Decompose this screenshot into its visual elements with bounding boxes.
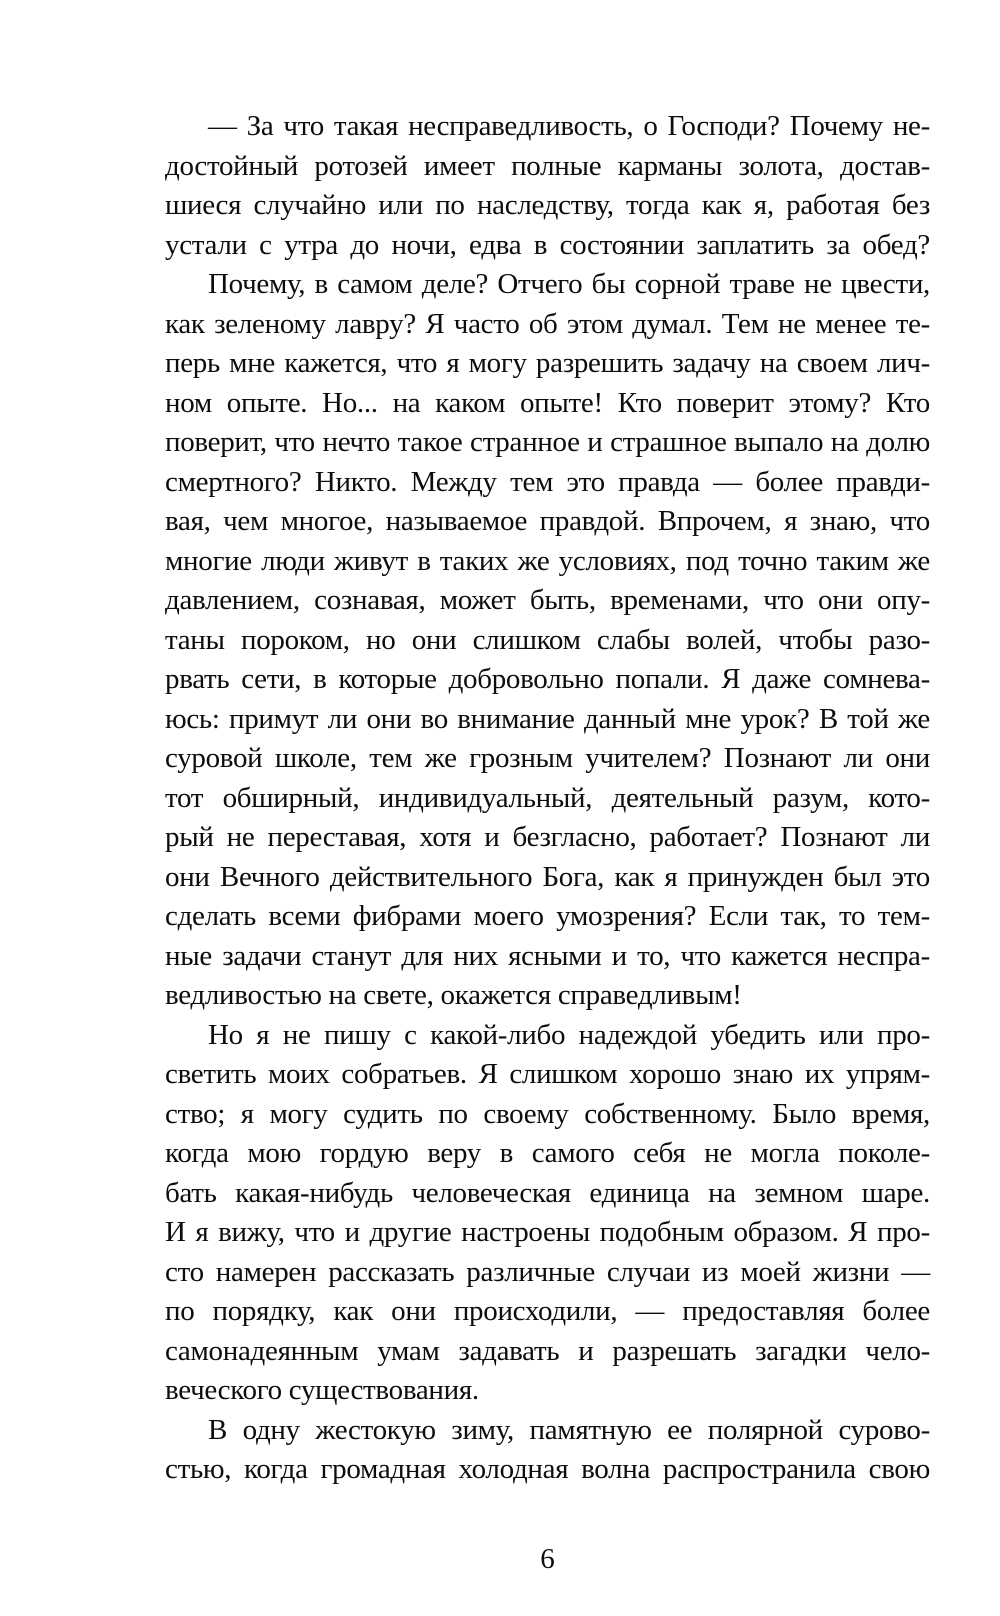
- text-line: ведливостью на свете, окажется справедливым!: [165, 979, 742, 1011]
- text-line: они Вечного действительного Бога, как я принужден был это: [165, 860, 930, 893]
- text-line: вая, чем многое, называемое правдой. Впрочем, я знаю, что: [165, 505, 930, 537]
- text-line: давлением, сознавая, может быть, временами, что они опу-: [165, 584, 930, 616]
- text-line: В одну жестокую зиму, памятную ее полярной сурово-: [208, 1413, 930, 1446]
- text-line: суровой школе, тем же грозным учителем? Познают ли они: [165, 742, 930, 774]
- text-line: по порядку, как они происходили, — предоставляя более: [165, 1295, 930, 1327]
- text-line: самонадеянным умам задавать и разрешать загадки чело-: [165, 1334, 930, 1367]
- text-line: когда мою гордую веру в самого себя не могла поколе-: [165, 1137, 930, 1169]
- text-line: тот обширный, индивидуальный, деятельный разум, кото-: [165, 781, 930, 814]
- text-line: многие люди живут в таких же условиях, под точно таким же: [165, 544, 930, 577]
- page-number: 6: [540, 1543, 555, 1575]
- text-line: светить моих собратьев. Я слишком хорошо знаю их упрям-: [165, 1058, 930, 1090]
- paragraph: [165, 107, 930, 265]
- page-text-block: [165, 107, 930, 1490]
- text-line: как зеленому лавру? Я часто об этом думал. Тем не менее те-: [165, 307, 930, 340]
- text-line: поверит, что нечто такое странное и страшное выпало на долю: [165, 426, 930, 458]
- text-line: Но я не пишу с какой-либо надеждой убедить или про-: [208, 1018, 930, 1051]
- text-line: веческого существования.: [165, 1374, 479, 1406]
- text-line: стью, когда громадная холодная волна распространила свою: [165, 1453, 930, 1485]
- text-line: достойный ротозей имеет полные карманы золота, достав-: [165, 149, 930, 182]
- text-line: рый не переставая, хотя и безгласно, работает? Познают ли: [165, 821, 930, 853]
- text-line: устали с утра до ночи, едва в состоянии заплатить за обед?: [165, 228, 930, 261]
- text-line: рвать сети, в которые добровольно попали. Я даже сомнева-: [165, 663, 930, 695]
- text-line: Почему, в самом деле? Отчего бы сорной траве не цвести,: [208, 268, 930, 300]
- text-line: смертного? Никто. Между тем это правда — более правди-: [165, 465, 930, 498]
- text-line: юсь: примут ли они во внимание данный мне урок? В той же: [165, 702, 930, 735]
- text-line: И я вижу, что и другие настроены подобным образом. Я про-: [165, 1216, 930, 1248]
- text-line: ном опыте. Но... на каком опыте! Кто поверит этому? Кто: [165, 386, 930, 419]
- paragraph: [165, 265, 930, 1016]
- text-line: ные задачи станут для них ясными и то, что кажется неспра-: [165, 939, 930, 972]
- text-line: сто намерен рассказать различные случаи из моей жизни —: [165, 1255, 930, 1288]
- paragraph: [165, 1411, 930, 1490]
- text-line: шиеся случайно или по наследству, тогда как я, работая без: [165, 189, 930, 221]
- paragraph: [165, 1016, 930, 1411]
- text-line: бать какая-нибудь человеческая единица на земном шаре.: [165, 1176, 930, 1209]
- text-line: ство; я могу судить по своему собственному. Было время,: [165, 1097, 930, 1130]
- text-line: — За что такая несправедливость, о Господи? Почему не-: [208, 110, 930, 142]
- text-line: перь мне кажется, что я могу разрешить задачу на своем лич-: [165, 347, 930, 379]
- text-line: таны пороком, но они слишком слабы волей, чтобы разо-: [165, 623, 930, 656]
- text-line: сделать всеми фибрами моего умозрения? Если так, то тем-: [165, 900, 930, 932]
